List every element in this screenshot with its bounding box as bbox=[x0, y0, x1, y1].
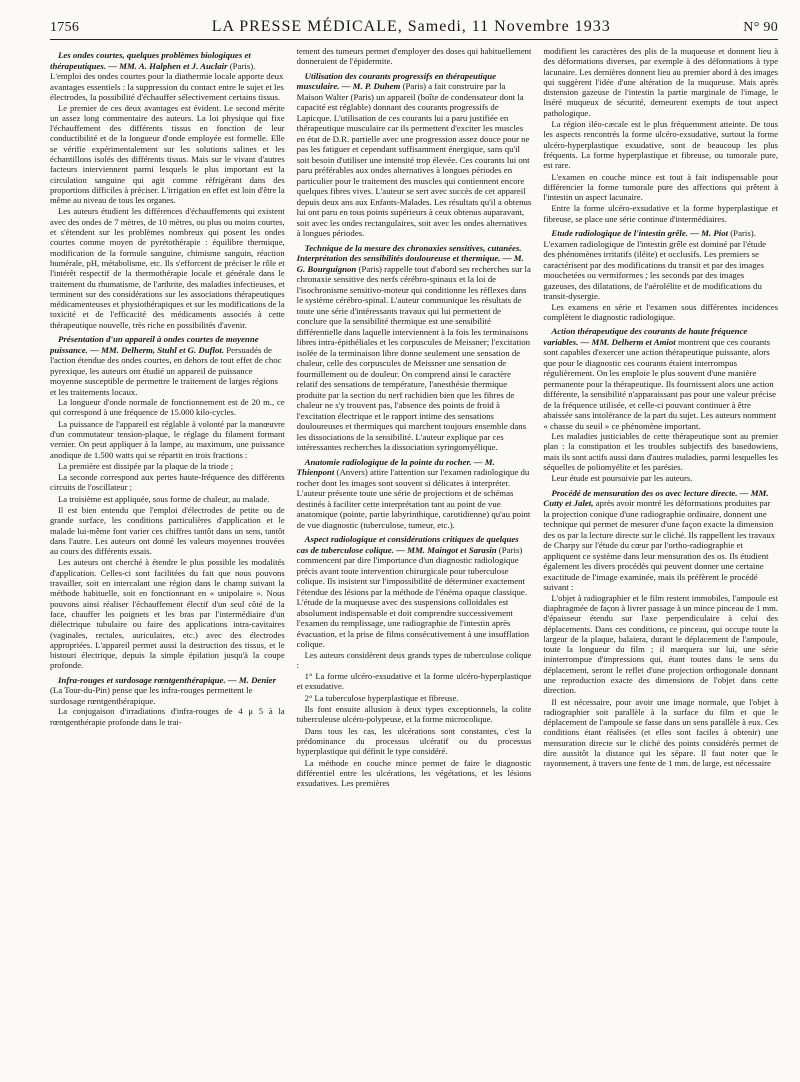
column-1 bbox=[50, 46, 285, 1066]
paragraph: Leur étude est poursuivie par les auteurs. bbox=[551, 473, 693, 484]
article-title: Infra-rouges et surdosage rœntgenthérapique. — M. Denier (La Tour-du-Pin) pense que les infra-rouges permettent le surdosage rœntgenthérapique. bbox=[50, 674, 276, 706]
paragraph: La région iléo-cæcale est le plus fréquemment atteinte. De tous les aspects rencontrés la forme ulcéro-exsudative, surtout la forme ulcéro-hyperplastique exsudative, sont de beaucoup les plus fréquents. La forme hyperplastique et fibreuse, ou tumorale pure, est rare. bbox=[543, 119, 779, 171]
paragraph: 2° La tuberculose hyperplastique et fibreuse. bbox=[304, 692, 459, 703]
article-title: Présentation d'un appareil à ondes courtes de moyenne puissance. — MM. Delherm, Stuhl et G. Duflot. Persuadés de l'action étendue des ondes courtes, en dehors de tout effet de choc pyrexique, les auteurs ont étudié un appareil de puissance moyenne susceptible de permettre le traitement de larges régions et les traitements locaux. bbox=[50, 334, 282, 397]
column-3 bbox=[541, 46, 778, 1066]
paragraph: Il est bien entendu que l'emploi d'électrodes de petite ou de grande surface, les conditions particulières d'application et le malade lui-même font varier ces chiffres tantôt dans un sens, tantôt dans l'autre. Les auteurs ont donné les valeurs moyennes trouvées au cours des différents essais. bbox=[50, 505, 285, 557]
paragraph: La première est dissipée par la plaque de la triode ; bbox=[58, 460, 234, 471]
paragraph: Les examens en série et l'examen sous différentes incidences complètent le diagnostic radiologique. bbox=[543, 301, 779, 322]
paragraph: Ils font ensuite allusion à deux types exceptionnels, la colite tuberculeuse ulcéro-polypeuse, et la forme microcolique. bbox=[296, 704, 532, 725]
text-columns bbox=[50, 46, 778, 1066]
article-title: Action thérapeutique des courants de haute fréquence variables. — MM. Delherm et Amiot montrent que ces courants sont capables d'exercer une action thérapeutique puissante, alors que pour le diagnostic ces courants étaient interrompus régulièrement. On les emploie le plus souvent d'une manière permanente pour la thérapeutique. Ils fournissent alors une action différente, la sensibilité n'apparaissant pas pour une valeur précise de la fréquence utilisée, et celle-ci pouvant continuer à être abaissée sans intolérance de la part du sujet. Les auteurs nomment « chasse du seuil » ce phénomène important. bbox=[543, 326, 777, 431]
page-number: 1756 bbox=[50, 20, 80, 35]
article-title: Technique de la mesure des chronaxies sensitives, cutanées. Interprétation des sensibilités douloureuse et thermique. — M. G. Bourguignon (Paris) rappelle tout d'abord ses recherches sur la chronaxie sensitive des nerfs cérébro-spinaux et la loi de l'isochronisme sensitivo-moteur qui conditionne les réflexes dans le système cérébro-spinal. L'auteur communique les résultats de toute une série d'intéressants travaux qui lui permettent de conclure que la sensibilité thermique est une sensibilité différentielle dans laquelle interviennent à la fois les terminaisons libres intra-épithéliales et les corpuscules de Meissner; l'excitation isolée de la terminaison libre donne seulement une sensation de chaleur, celle des corpuscules de Meissner une sensation de fourmillement ou de douleur. On comprend ainsi le caractère relatif des sensations de température, l'anesthésie thermique produite par la section du nerf rachidien bien que les fibres de chaleur ne s'y trouvent pas, l'absence des points de froid à l'excitation électrique et le rapport intime des sensations douloureuses et thermiques qui marchent toujours ensemble dans les dissociations de la sensibilité. L'auteur explique par ces intéressantes recherches la dissociation syringomyélique. bbox=[296, 242, 531, 453]
paragraph: Les auteurs considèrent deux grands types de tuberculose colique : bbox=[296, 649, 532, 670]
paragraph: Le premier de ces deux avantages est évident. Le second mérite un assez long commentaire des auteurs. La loi physique qui fixe l'échauffement des différents tissus en fonction de leur conductibilité et de la longueur d'onde employée est formelle. Elle se vérifie expérimentalement sur les solutions salines et les échantillons isolés des différents tissus. Mais sur le vivant d'autres facteurs interviennent parmi lesquels le plus important est la circulation sanguine qui agit comme réfrigérant dans des proportions difficiles à préciser. L'irrigation en effet est loin d'être la même au niveau de tous les organes. bbox=[50, 102, 285, 206]
paragraph: modifient les caractères des plis de la muqueuse et donnent lieu à des déformations diverses, par exemple à des déformations à type lacunaire. Les dernières donnent lieu au premier abord à des images qui suggèrent l'idée d'une altération de la muqueuse. Mais après distension gazeuse de l'intestin la partie marginale de l'image, le liséré muqueux de sécurité, demeurent exempts de tout aspect pathologique. bbox=[543, 46, 779, 118]
paragraph: La conjugaison d'irradiations d'infra-rouges de 4 μ 5 à la rœntgenthérapie profonde dans le trai- bbox=[50, 706, 285, 727]
article-title: Les ondes courtes, quelques problèmes biologiques et thérapeutiques. — MM. A. Halphen et J. Auclair (Paris). L'emploi des ondes courtes pour la diathermie locale apporte deux avantages essentiels : la suppression du contact entre le sujet et les électrodes, la possibilité d'échauffer sélectivement certains tissus. bbox=[50, 50, 284, 102]
paragraph: 1° La forme ulcéro-exsudative et la forme ulcéro-hyperplastique et exsudative. bbox=[296, 671, 532, 692]
paragraph: La seconde correspond aux pertes haute-fréquence des différents circuits de l'oscillateur ; bbox=[50, 472, 285, 493]
article-title: Utilisation des courants progressifs en thérapeutique musculaire. — M. P. Duhem (Paris) a fait construire par la Maison Walter (Paris) un appareil (boîte de condensateur dont la capacité est réglable) donnant des courants progressifs de Lapicque. L'utilisation de ces courants lui a paru justifiée en thérapeutique musculaire car ils permettent d'exciter les muscles en état de D.R. partielle avec une progression assez douce pour ne pas les fatiguer et cependant suffisamment énergique, sans qu'il soit besoin d'utiliser une intensité trop élevée. Ces courants lui ont paru préférables aux ondes alternatives à longues périodes en particulier pour le traitement des muscles qui contiennent encore quelques fibres vives. L'auteur se sert avec succès de cet appareil depuis deux ans aux Enfants-Malades. Les résultats qu'il a obtenus lui ont paru en tous points supérieurs à ceux obtenus auparavant, soit avec les ondes rectangulaires, soit avec les ondes alternatives à longues périodes. bbox=[296, 70, 532, 239]
issue-number: N° 90 bbox=[743, 20, 778, 35]
paragraph: tement des tumeurs permet d'employer des doses qui habituellement donneraient de l'épidermite. bbox=[296, 46, 532, 67]
column-2 bbox=[295, 46, 532, 1066]
paragraph: L'objet à radiographier et le film restent immobiles, l'ampoule est diaphragmée de façon à livrer passage à un mince pinceau de 1 mm. d'épaisseur étendu sur l'axe perpendiculaire à celui des déplacements. Dans ces conditions, ce pinceau, qui occupe toute la largeur de la plaque, balaiera, durant le déplacement de l'ampoule, toute la longueur du film ; il marquera sur lui, une série ininterrompue d'impressions qui, étant toutes dans le sens du déplacement, seront le reflet d'une projection orthogonale donnant une reproduction exacte des dimensions de l'objet dans cette direction. bbox=[543, 592, 779, 696]
paragraph: Il est nécessaire, pour avoir une image normale, que l'objet à radiographier soit parallèle à la surface du film et que le déplacement de l'ampoule se fasse dans un sens parallèle à eux. Ces conditions étant réalisées (et elles sont faciles à obtenir) une mensuration directe sur le cliché des points considérés permet de dire aussitôt la distance qui les sépare. Il faut noter que le rayonnement, à travers une fente de 1 mm. de large, est nécessaire bbox=[543, 696, 779, 769]
paragraph: L'examen en couche mince est tout à fait indispensable pour différencier la forme tumorale pure des affections qui prêtent à l'intestin un aspect lacunaire. bbox=[543, 171, 779, 203]
article-title: Etude radiologique de l'intestin grêle. — M. Piot (Paris). L'examen radiologique de l'intestin grêle est dominé par l'étude des phénomènes irritatifs (iléite) et occlusifs. Les premiers se caractérisent par des modifications du transit et par des images mouchetées ou vermiformes ; les seconds par des images gazeuses, des dilatations, de l'aérolélite et de modifications du transit-dysergie. bbox=[543, 228, 766, 302]
article-title: Procédé de mensuration des os avec lecture directe. — MM. Cutty et Jalet, après avoir montré les déformations produites par la projection conique d'une radiographie ordinaire, donnent une technique qui permet de mesurer d'une façon exacte la dimension des os par la lecture directe sur le cliché. Ils rappellent les travaux de Charpy sur l'étude du cœur par l'ortho-radiographie et appliquent ce système dans leur mensuration des os. Ils étudient également les divers procédés qui peuvent donner une certaine exactitude de l'image examinée, mais ils préfèrent le procédé suivant : bbox=[543, 487, 776, 593]
paragraph: Les maladies justiciables de cette thérapeutique sont au premier plan : la constipation et les troubles subjectifs des basedowiens, mais ils sont actifs aussi dans d'autres maladies, parmi lesquelles les séquelles de poliomyélite et les parésies. bbox=[543, 431, 779, 473]
paragraph: La longueur d'onde normale de fonctionnement est de 20 m., ce qui correspond à une fréquence de 15.000 kilo-cycles. bbox=[50, 397, 285, 418]
article-title: Anatomie radiologique de la pointe du rocher. — M. Thienpont (Anvers) attire l'attention sur l'examen radiologique du rocher dont les images sont souvent si délicates à interpréter. L'auteur présente toute une série de projections et de schémas destinés à faciliter cette interprétation tant au point de vue anatomique (pointe, partie labyrinthique, carotidienne) qu'au point de vue diagnostic (tuberculose, tumeur, etc.). bbox=[296, 456, 531, 530]
paragraph: Entre la forme ulcéro-exsudative et la forme hyperplastique et fibreuse, se place une série continue d'intermédiaires. bbox=[543, 203, 779, 224]
paragraph: La puissance de l'appareil est réglable à volonté par la manœuvre d'un commutateur tension-plaque, le réglage du filament formant vernier. On peut appliquer à la lampe, au maximum, une puissance anodique de 1.500 watts qui se répartit en trois fractions : bbox=[50, 418, 285, 460]
paragraph: Les auteurs ont cherché à étendre le plus possible les modalités d'application. Celles-ci sont facilitées du fait que nous pouvons travailler, soit en intercalant une région dans le champ suivant la méthode habituelle, soit en fonctionnant en « unipolaire ». Nous pouvons ainsi réaliser l'échauffement électif d'un seul côté de la face, chauffer les poignets et les bras par l'intermédiaire d'un diélectrique tubulaire ou faire des applications intra-cavitaires (vaginales, rectales, auriculaires, etc.) avec des électrodes appropriées. L'appareil permet aussi la destruction des tissus, et le bistouri électrique, depuis la simple épilation jusqu'à la coupe profonde. bbox=[50, 557, 285, 671]
page-header bbox=[50, 18, 778, 40]
journal-title: LA PRESSE MÉDICALE, Samedi, 11 Novembre 1933 bbox=[211, 18, 611, 35]
article-title: Aspect radiologique et considérations critiques de quelques cas de tuberculose colique. — MM. Maingot et Sarasin (Paris) commencent par dire l'importance d'un diagnostic radiologique précis avant toute intervention chirurgicale pour tuberculose colique. Ils insistent sur l'impossibilité de déterminer exactement l'étendue des lésions par la méthode de l'énéma opaque classique. L'étude de la muqueuse avec des suspensions colloïdales est absolument indispensable et doit comprendre successivement l'examen du remplissage, une radiographie de l'intestin après évacuation, et la prise de films consécutivement à une insufflation colique. bbox=[296, 534, 530, 650]
paragraph: La troisième est appliquée, sous forme de chaleur, au malade. bbox=[58, 493, 270, 504]
paragraph: Dans tous les cas, les ulcérations sont constantes, c'est la prédominance du processus ulcératif ou du processus hyperplastique qui définit le type considéré. bbox=[296, 725, 532, 757]
paragraph: Les auteurs étudient les différences d'échauffements qui existent avec des ondes de 7 mètres, de 10 mètres, ou plus ou moins courtes, et s'étendent sur les problèmes nombreux qui posent les ondes courtes comme moyen de pyrétothérapie : équilibre thermique, modification de la formule sanguine, chimisme sanguin, réaction humérale, pH, métabolisme, etc. Ils s'efforcent de préciser le rôle et l'intérêt respectif de la thermothérapie locale et générale dans le traitement du rhumatisme, de l'arthrite, des maladies infectieuses, et terminent sur des considérations sur les associations thérapeutiques médicamenteuses et physiothérapiques et sur les modifications de la toxicité et de l'efficacité des médicaments associés à cette thérapeutique nouvelle, très riche en possibilités d'avenir. bbox=[50, 206, 285, 330]
paragraph: La méthode en couche mince permet de faire le diagnostic différentiel entre les ulcérations, les végétations, et les lésions exsudatives. Les premières bbox=[296, 757, 532, 789]
